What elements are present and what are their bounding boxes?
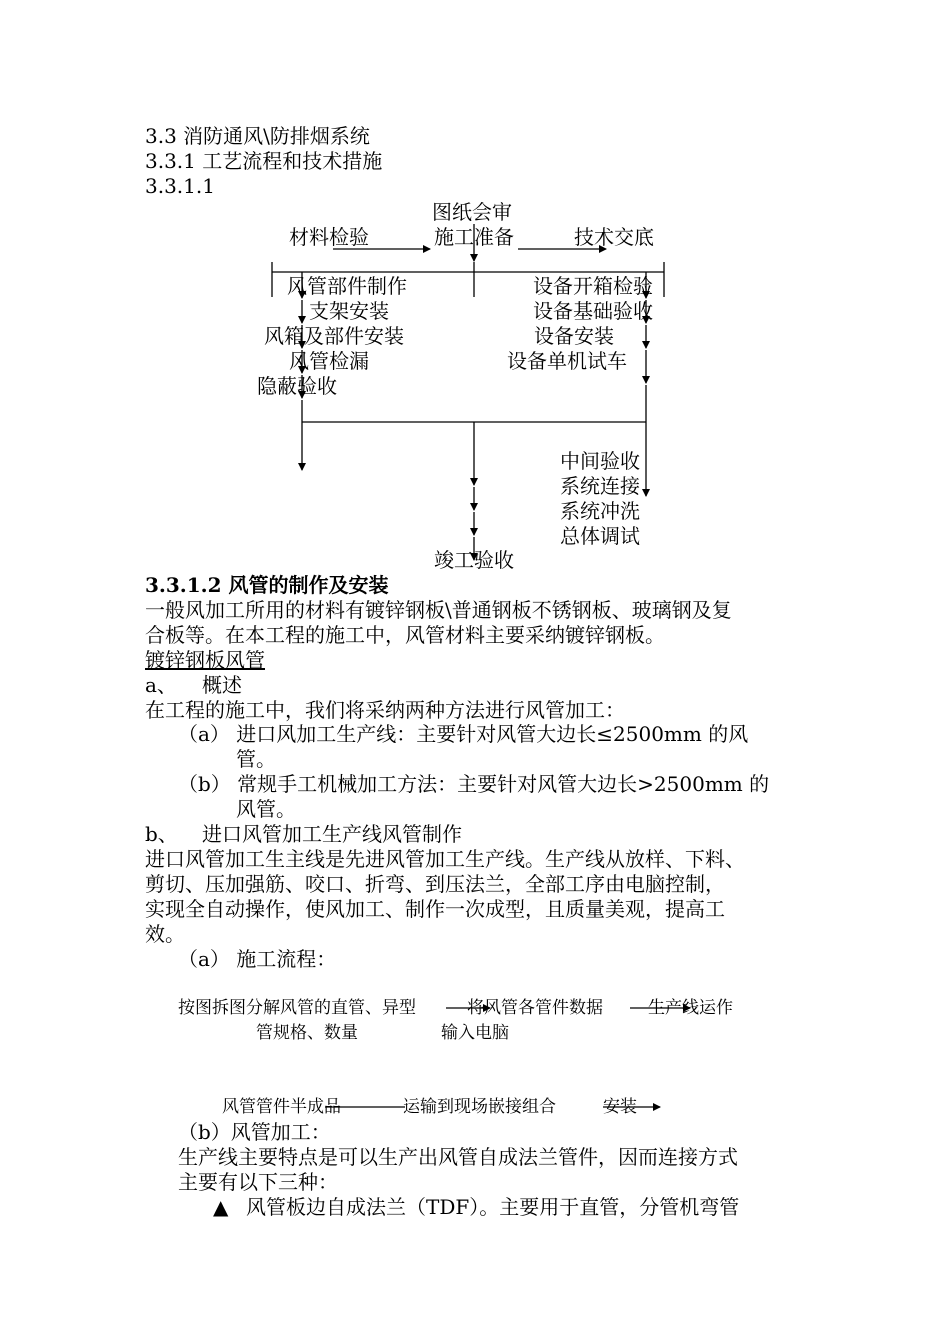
node-completion-acceptance: 竣工验收	[434, 548, 514, 572]
paragraph-features-line2: 主要有以下三种：	[178, 1170, 338, 1194]
paragraph-production-line4: 效。	[145, 922, 185, 946]
node-duct-parts-making: 风管部件制作	[287, 274, 407, 298]
paragraph-production-line3: 实现全自动操作，使风加工、制作一次成型，且质量美观，提高工	[145, 897, 725, 921]
node-tech-briefing: 技术交底	[574, 225, 654, 249]
node-equipment-unpacking: 设备开箱检验	[533, 274, 653, 298]
flow2-step2-line2: 输入电脑	[441, 1023, 509, 1043]
section-heading-3-3-1-1: 3.3.1.1	[145, 174, 215, 198]
node-construction-prep: 施工准备	[434, 225, 514, 249]
method-a-line1: （a） 进口风加工生产线：主要针对风管大边长≤2500mm 的风	[178, 722, 749, 746]
paragraph-production-line1: 进口风管加工生主线是先进风管加工生产线。生产线从放样、下料、	[145, 847, 745, 871]
node-support-install: 支架安装	[309, 299, 389, 323]
subheading-galvanized-duct: 镀锌钢板风管	[145, 648, 265, 672]
item-a-label: a、	[145, 673, 177, 697]
node-overall-debug: 总体调试	[560, 524, 640, 548]
node-concealed-acceptance: 隐蔽验收	[257, 374, 337, 398]
flow2-step3: 生产线运作	[648, 998, 733, 1018]
paragraph-methods-intro: 在工程的施工中，我们将采纳两种方法进行风管加工：	[145, 698, 625, 722]
section-heading-3-3-1: 3.3.1 工艺流程和技术措施	[145, 149, 383, 173]
section-heading-3-3-1-2: 3.3.1.2 风管的制作及安装	[145, 573, 389, 597]
method-a-line2: 管。	[236, 747, 276, 771]
node-box-parts-install: 风箱及部件安装	[264, 324, 404, 348]
node-duct-leak-test: 风管检漏	[289, 349, 369, 373]
flow2-step6: 安装	[603, 1097, 637, 1117]
flow2-step1-line2: 管规格、数量	[256, 1023, 358, 1043]
flow2-step1-line1: 按图拆图分解风管的直管、异型	[178, 998, 416, 1018]
node-mid-acceptance: 中间验收	[560, 449, 640, 473]
node-system-connect: 系统连接	[560, 474, 640, 498]
item-b-label: b、	[145, 822, 178, 846]
node-equipment-foundation: 设备基础验收	[533, 299, 653, 323]
node-drawing-review: 图纸会审	[432, 200, 512, 224]
process-label: （a） 施工流程：	[178, 947, 337, 971]
flow2-step5: 运输到现场嵌接组合	[403, 1097, 556, 1117]
method-b-line1: （b） 常规手工机械加工方法：主要针对风管大边长>2500mm 的	[178, 772, 770, 796]
item-b-text: 进口风管加工生产线风管制作	[202, 822, 462, 846]
node-equipment-install: 设备安装	[534, 324, 614, 348]
paragraph-materials-line1: 一般风加工所用的材料有镀锌钢板\普通钢板不锈钢板、玻璃钢及复	[145, 598, 732, 622]
flow2-step2-line1: 将风管各管件数据	[467, 998, 603, 1018]
duct-processing-label: （b）风管加工：	[178, 1120, 331, 1144]
flow2-step4: 风管管件半成品	[222, 1097, 341, 1117]
method-b-line2: 风管。	[236, 797, 296, 821]
section-heading-3-3: 3.3 消防通风\防排烟系统	[145, 124, 370, 148]
bullet-tdf-flange: 风管板边自成法兰（TDF）。主要用于直管，分管机弯管	[246, 1195, 740, 1219]
paragraph-production-line2: 剪切、压加强筋、咬口、折弯、到压法兰，全部工序由电脑控制，	[145, 872, 725, 896]
paragraph-features-line1: 生产线主要特点是可以生产出风管自成法兰管件，因而连接方式	[178, 1145, 738, 1169]
node-material-inspection: 材料检验	[289, 225, 369, 249]
node-equipment-trial: 设备单机试车	[507, 349, 627, 373]
paragraph-materials-line2: 合板等。在本工程的施工中，风管材料主要采纳镀锌钢板。	[145, 623, 665, 647]
item-a-text: 概述	[202, 673, 242, 697]
node-system-flush: 系统冲洗	[560, 499, 640, 523]
bullet-triangle-icon: ▲	[213, 1195, 229, 1219]
